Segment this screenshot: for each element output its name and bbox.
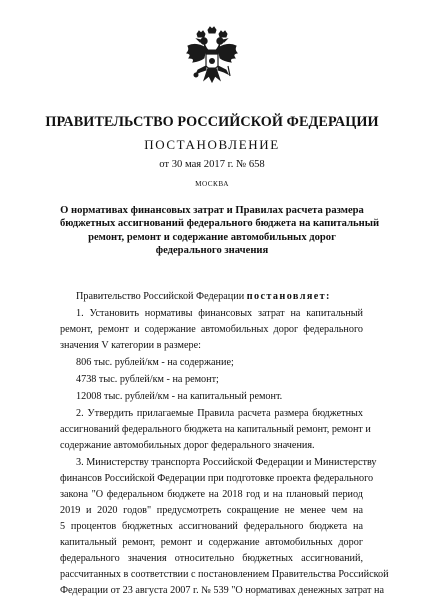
paragraph-line: ассигнований федерального бюджета на капитальный ремонт, ремонт и — [60, 424, 371, 435]
paragraph-line: ремонт, ремонт и содержание автомобильных дорог федерального — [60, 324, 363, 335]
paragraph-line: Федерации от 23 августа 2007 г. № 539 "О нормативах денежных затрат на — [60, 585, 385, 596]
paragraph-line: значения V категории в размере: — [60, 340, 201, 351]
paragraph-line: 2. Утвердить прилагаемые Правила расчета размера бюджетных — [76, 408, 363, 419]
paragraph-line: финансов Российской Федерации при подготовке проекта федерального — [60, 473, 374, 484]
paragraph-line: рассчитанных в соответствии с постановлением Правительства Российской — [60, 569, 389, 580]
paragraph-line: 2019 и 2020 годов" предусмотреть сокращение не менее чем на — [60, 505, 363, 516]
intro-decree-word: постановляет: — [246, 291, 331, 302]
subject-line: федерального значения — [155, 245, 269, 257]
subject-line: ремонт, ремонт и содержание автомобильных дорог — [88, 231, 336, 243]
subject-line: бюджетных ассигнований федерального бюджета на капитальный — [60, 218, 380, 230]
coat-of-arms-icon — [184, 26, 240, 86]
document-subject — [60, 204, 380, 258]
document-date-number: от 30 мая 2017 г. № 658 — [159, 159, 265, 170]
intro-line — [76, 291, 331, 303]
list-item: 4738 тыс. рублей/км - на ремонт; — [76, 374, 219, 385]
paragraph-line: 3. Министерству транспорта Российской Федерации и Министерству — [76, 457, 377, 468]
intro-text: Правительство Российской Федерации — [76, 291, 247, 302]
subject-line: О нормативах финансовых затрат и Правилах расчета размера — [60, 205, 364, 216]
document-type: ПОСТАНОВЛЕНИЕ — [144, 137, 280, 152]
paragraph-line: федерального значения относительно бюджетных ассигнований, — [60, 553, 363, 564]
paragraph-line: содержание автомобильных дорог федерального значения. — [60, 440, 315, 451]
government-title: ПРАВИТЕЛЬСТВО РОССИЙСКОЙ ФЕДЕРАЦИИ — [45, 114, 379, 130]
paragraph-line: 5 процентов бюджетных ассигнований федерального бюджета на — [60, 521, 363, 532]
document-city: МОСКВА — [195, 180, 229, 188]
list-item: 806 тыс. рублей/км - на содержание; — [76, 357, 234, 368]
paragraph-line: капитальный ремонт, ремонт и содержание автомобильных дорог — [60, 537, 363, 548]
list-item: 12008 тыс. рублей/км - на капитальный ремонт. — [76, 391, 283, 402]
paragraph-line: закона "О федеральном бюджете на 2018 год и на плановый период — [60, 489, 363, 500]
paragraph-line: 1. Установить нормативы финансовых затрат на капитальный — [76, 308, 363, 319]
